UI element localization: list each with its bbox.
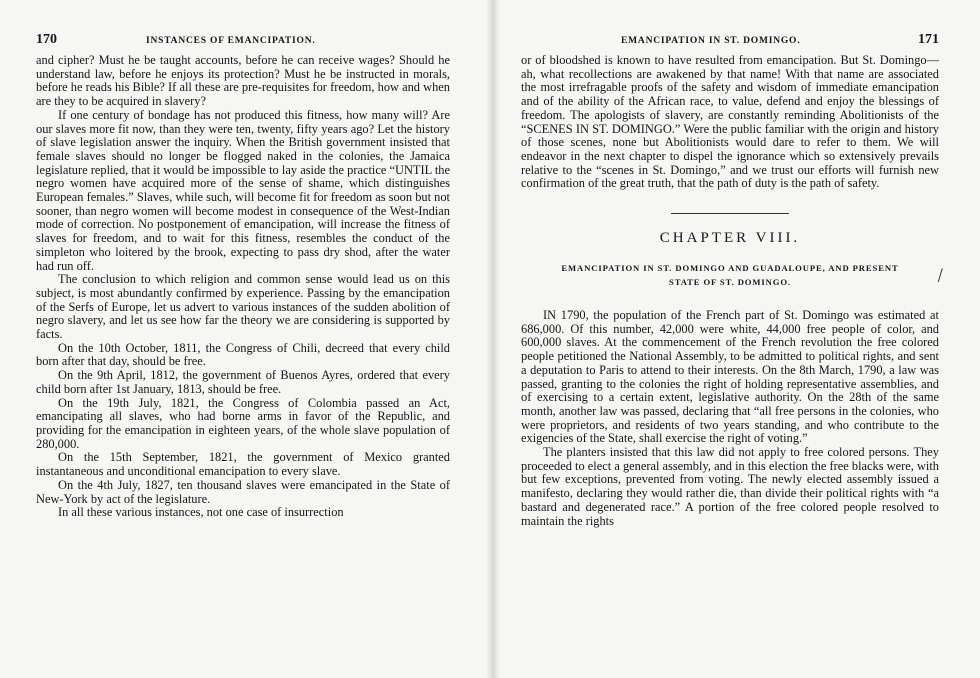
right-body-text-top xyxy=(521,54,939,191)
right-page-number: 171 xyxy=(918,32,939,47)
paragraph: The conclusion to which religion and common sense would lead us on this subject, is most abundantly confirmed by experience. Passing by the emancipation of the Serfs of Europe, let us advert to various instances of the sudden abolition of negro slavery, and let us see how far the theory we are considering is supported by facts. xyxy=(36,272,450,342)
paragraph: In all these various instances, not one case of insurrection xyxy=(58,505,344,520)
book-gutter xyxy=(486,0,500,678)
left-body-text xyxy=(36,54,450,520)
left-page xyxy=(36,34,450,520)
paragraph: The planters insisted that this law did not apply to free colored persons. They proceeded to elect a general assembly, and in this election the free blacks were, with but few exceptions, prevented from voting. The newly elected assembly issued a manifesto, declaring they would rather die, than divide their political rights with “a bastard and degenerated race.” A portion of the free colored people resolved to maintain the rights xyxy=(521,445,939,528)
paragraph: On the 9th April, 1812, the government of Buenos Ayres, ordered that every child born after 1st January, 1813, should be free. xyxy=(36,368,450,396)
right-body-text-bottom xyxy=(521,309,939,528)
paragraph: IN 1790, the population of the French part of St. Domingo was estimated at 686,000. Of this number, 42,000 were white, 44,000 free people of color, and 600,000 slaves. At the commencement of the French revolution the free colored people petitioned the National Assembly, to be admitted to political rights, and sent a deputation to Paris to attend to their interests. On the 8th March, 1790, a law was passed, granting to the colonies the right of holding representative assemblies, and of exercising to a certain extent, legislative authority. On the 28th of the same month, another law was passed, declaring that “all free persons in the colonies, who were proprietors, and residents of two years standing, and who contribute to the exigencies of the State, shall exercise the right of voting.” xyxy=(521,308,939,446)
chapter-subtitle xyxy=(521,261,939,289)
paragraph: and cipher? Must he be taught accounts, before he can receive wages? Should he understand law, before he enjoys its protection? Must he be instructed in morals, before he reads his Bible? If all these are pre-requisites for freedom, how and when are they to be acquired in slavery? xyxy=(36,53,450,109)
chapter-divider-rule xyxy=(671,213,789,214)
chapter-subtitle-line: EMANCIPATION IN ST. DOMINGO AND GUADALOUPE, AND PRESENT xyxy=(561,263,899,274)
pencil-tick-mark-icon: ⁄ xyxy=(936,265,945,286)
left-running-title: INSTANCES OF EMANCIPATION. xyxy=(146,36,316,46)
paragraph: On the 15th September, 1821, the government of Mexico granted instantaneous and unconditional emancipation to every slave. xyxy=(36,450,450,479)
chapter-title: CHAPTER VIII. xyxy=(659,230,801,247)
left-running-head xyxy=(36,34,450,54)
paragraph: On the 10th October, 1811, the Congress of Chili, decreed that every child born after that day, should be free. xyxy=(36,340,450,369)
right-running-title: EMANCIPATION IN ST. DOMINGO. xyxy=(621,36,801,46)
paragraph: On the 19th July, 1821, the Congress of Colombia passed an Act, emancipating all slaves, who had borne arms in favor of the Republic, and providing for the emancipation in eighteen years, of the whole slave population of 280,000. xyxy=(36,395,450,451)
right-page xyxy=(521,34,939,528)
paragraph: If one century of bondage has not produced this fitness, how many will? Are our slaves more fit now, than they were ten, twenty, fifty years ago? Let the history of slave legislation answer the inquiry. When the British government insisted that female slaves should no longer be flogged naked in the colonies, the Jamaica legislature replied, that it would be impossible to lay aside the practice “UNTIL the negro women have acquired more of the sense of shame, which distinguishes European females.” Slaves, while such, will become fit for freedom as soon but not sooner, than negro women will become modest in consequence of the West-Indian mode of correction. No postponement of emancipation, will increase the fitness of slaves for freedom, and to wait for this fitness, resembles the conduct of the simpleton who loitered by the brook, expecting to pass dry shod, after the water had run off. xyxy=(36,107,450,273)
paragraph: On the 4th July, 1827, ten thousand slaves were emancipated in the State of New-York by act of the legislature. xyxy=(36,477,450,506)
paragraph: or of bloodshed is known to have resulted from emancipation. But St. Domingo—ah, what recollections are awakened by that name! With that name are associated the most irrefragable proofs of the safety and wisdom of immediate emancipation and of the ability of the African race, to value, defend and enjoy the blessings of freedom. The apologists of slavery, are constantly reminding Abolitionists of the “SCENES IN ST. DOMINGO.” Were the public familiar with the origin and history of those scenes, none but Abolitionists would dare to refer to them. We will endeavor in the next chapter to dispel the ignorance which so extensively prevails relative to the “scenes in St. Domingo,” and we trust our efforts will furnish new confirmation of the great truth, that the path of duty is the path of safety. xyxy=(521,53,939,191)
right-running-head xyxy=(521,34,939,54)
left-page-number: 170 xyxy=(36,32,57,47)
chapter-subtitle-line: STATE OF ST. DOMINGO. xyxy=(669,277,791,288)
